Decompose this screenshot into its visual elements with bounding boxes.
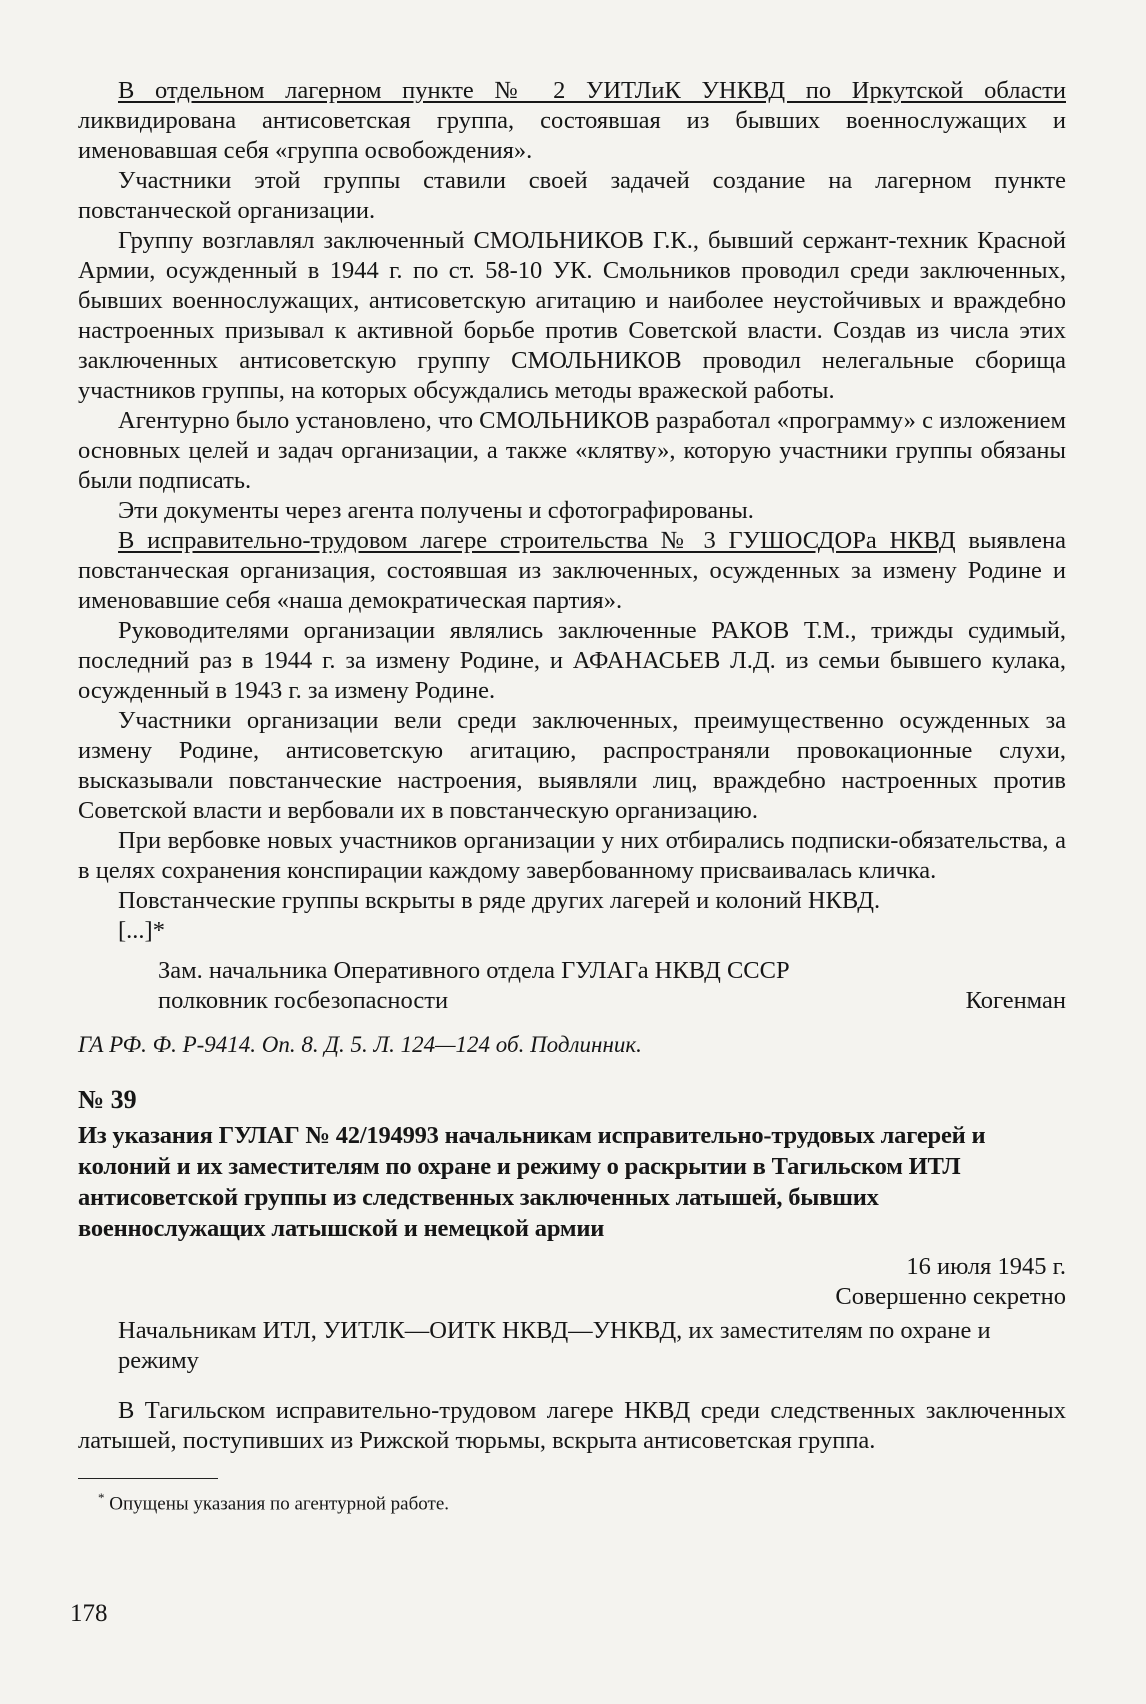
- signature-block: [158, 956, 1066, 1016]
- footnote: [98, 1485, 1066, 1517]
- archive-reference: ГА РФ. Ф. Р-9414. Оп. 8. Д. 5. Л. 124—124 об. Подлинник.: [78, 1032, 642, 1057]
- paragraph-4: Агентурно было установлено, что СМОЛЬНИКОВ разработал «программу» с изложением основных целей и задач организации, а также «клятву», которую участники группы обязаны были подписать.: [78, 407, 1066, 494]
- document-date: 16 июля 1945 г.: [906, 1253, 1066, 1280]
- signature-row: [158, 986, 1066, 1016]
- document-39-paragraph-1: В Тагильском исправительно-трудовом лагере НКВД среди следственных заключенных латышей, поступивших из Рижской тюрьмы, вскрыта антисоветская группа.: [78, 1397, 1066, 1454]
- footnote-text: Опущены указания по агентурной работе.: [109, 1493, 449, 1515]
- document-39-body: [78, 1396, 1066, 1456]
- underlined-lead-1: В отдельном лагерном пункте № 2 УИТЛиК УНКВД по Иркутской области: [118, 77, 1066, 104]
- footnote-marker: *: [98, 1490, 105, 1505]
- paragraph-6-text: выявлена повстанческая организация, состоявшая из заключенных, осужденных за измену Родине и именовавшие себя «наша демократическая партия».: [78, 527, 1067, 614]
- signature-position: Зам. начальника Оперативного отдела ГУЛАГа НКВД СССР: [158, 957, 790, 984]
- paragraph-2: Участники этой группы ставили своей задачей создание на лагерном пункте повстанческой организации.: [78, 167, 1066, 224]
- paragraph-5: Эти документы через агента получены и сфотографированы.: [118, 497, 754, 524]
- paragraph-9: При вербовке новых участников организации у них отбирались подписки-обязательства, а в целях сохранения конспирации каждому завербованному присваивалась кличка.: [78, 827, 1066, 884]
- signature-name: Когенман: [965, 987, 1066, 1014]
- page-number: 178: [70, 1600, 108, 1627]
- paragraph-10: Повстанческие группы вскрыты в ряде других лагерей и колоний НКВД.: [118, 887, 881, 914]
- paragraph-7: Руководителями организации являлись заключенные РАКОВ Т.М., трижды судимый, последний раз в 1944 г. за измену Родине, и АФАНАСЬЕВ Л.Д. из семьи бывшего кулака, осужденный в 1943 г. за измену Родине.: [78, 617, 1066, 704]
- classification-stamp: Совершенно секретно: [835, 1283, 1066, 1310]
- footnote-divider: [78, 1478, 218, 1479]
- paragraph-3: Группу возглавлял заключенный СМОЛЬНИКОВ Г.К., бывший сержант-техник Красной Армии, осужденный в 1944 г. по ст. 58-10 УК. Смольников проводил среди заключенных, бывших военнослужащих, антисоветскую агитацию и наиболее неустойчивых и враждебно настроенных призывал к активной борьбе против Советской власти. Создав из числа этих заключенных антисоветскую группу СМОЛЬНИКОВ проводил нелегальные сборища участников группы, на которых обсуждались методы вражеской работы.: [78, 227, 1066, 404]
- paragraph-8: Участники организации вели среди заключенных, преимущественно осужденных за измену Родине, антисоветскую агитацию, распространяли провокационные слухи, высказывали повстанческие настроения, выявляли лиц, враждебно настроенных против Советской власти и вербовали их в повстанческую организацию.: [78, 707, 1066, 824]
- omission-mark: [...]*: [118, 917, 165, 944]
- document-title: Из указания ГУЛАГ № 42/194993 начальникам исправительно-трудовых лагерей и колоний и их заместителям по охране и режиму о раскрытии в Тагильском ИТЛ антисоветской группы из следственных заключенных латышей, бывших военнослужащих латышской и немецкой армии: [78, 1122, 986, 1242]
- signature-rank: полковник госбезопасности: [158, 987, 449, 1014]
- paragraph-1-text: ликвидирована антисоветская группа, состоявшая из бывших военнослужащих и именовавшая себя «группа освобождения».: [78, 107, 1066, 164]
- underlined-lead-2: В исправительно-трудовом лагере строительства № 3 ГУШОСДОРа НКВД: [118, 527, 956, 554]
- document-number: № 39: [78, 1085, 137, 1114]
- addressee: Начальникам ИТЛ, УИТЛК—ОИТК НКВД—УНКВД, их заместителям по охране и режиму: [118, 1317, 991, 1374]
- page: [78, 76, 1066, 1517]
- document-38-body: [78, 76, 1066, 916]
- paragraph-1: [78, 76, 1066, 166]
- paragraph-6: [78, 526, 1066, 616]
